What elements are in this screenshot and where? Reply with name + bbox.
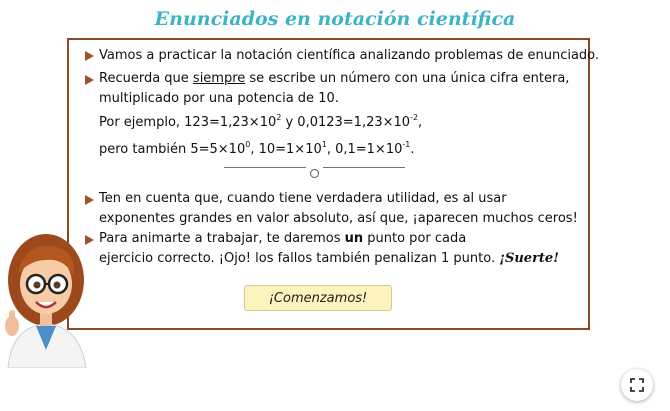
bullet-4-line-1: Para animarte a trabajar, te daremos un punto por cada (99, 231, 467, 246)
separator-line-right (323, 167, 405, 168)
separator-line-left (224, 167, 306, 168)
instructions-panel (67, 38, 600, 330)
teacher-character (2, 228, 90, 368)
example-line-2: pero también $5=5\times 10^0$, $10=1\times 10^1$, $0,1=1\times 10^{-1}$. (99, 140, 415, 157)
bullet-3-line-1: Ten en cuenta que, cuando tiene verdadera utilidad, es al usar (99, 191, 507, 206)
start-button[interactable]: ¡Comenzamos! (244, 285, 392, 311)
example-line-1: Por ejemplo, $123=1,23\times 10^2$ y $0,0123=1,23\times 10^{-2}$, (99, 113, 423, 130)
bullet-arrow-icon (85, 195, 94, 205)
fullscreen-icon (621, 369, 653, 401)
bullet-arrow-icon (85, 51, 94, 61)
bullet-4-line-2: ejercicio correcto. ¡Ojo! los fallos también penalizan 1 punto. ¡Suerte! (99, 251, 559, 266)
page-title: Enunciados en notación científica (154, 8, 516, 30)
bullet-3-line-2: exponentes grandes en valor absoluto, así que, ¡aparecen muchos ceros! (99, 211, 578, 226)
bullet-2-line-1: Recuerda que siempre se escribe un número con una única cifra entera, (99, 71, 570, 86)
bullet-2-line-2: multiplicado por una potencia de 10. (99, 91, 339, 106)
bullet-arrow-icon (85, 75, 94, 85)
separator-dot (310, 169, 319, 178)
bullet-1-text: Vamos a practicar la notación científica analizando problemas de enunciado. (99, 48, 600, 63)
fullscreen-button[interactable] (621, 369, 653, 401)
